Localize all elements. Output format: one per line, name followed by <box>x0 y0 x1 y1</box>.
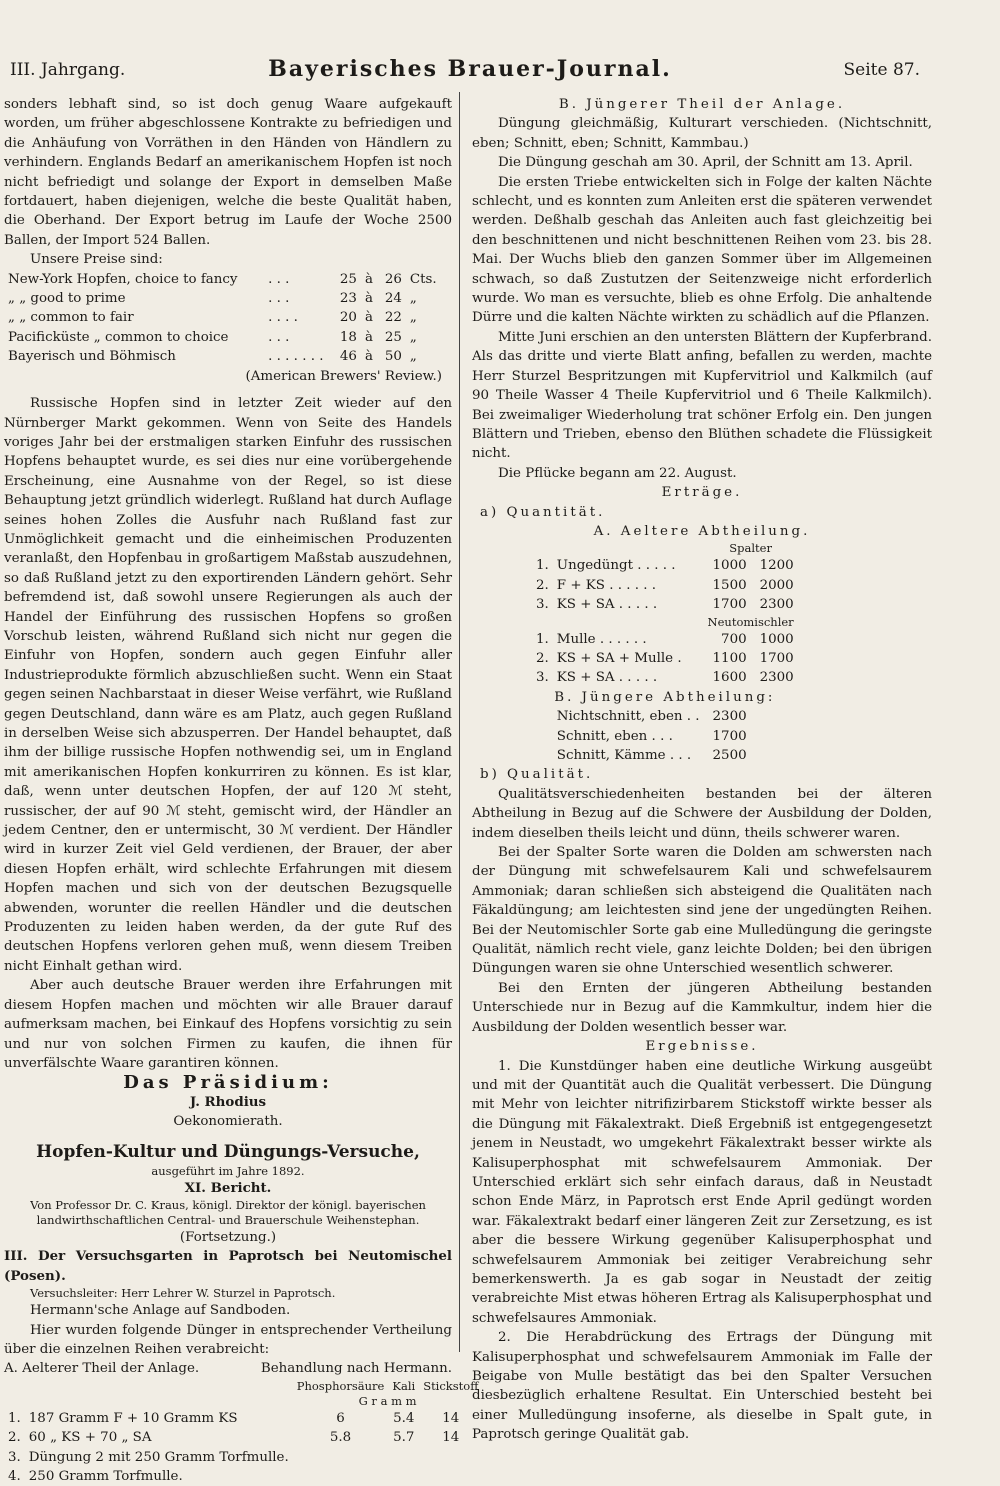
yield-value-1: 1700 <box>712 597 747 613</box>
yield-treatment: Mulle . . . . . . <box>556 631 647 647</box>
page-number: Seite 87. <box>843 60 920 80</box>
yield-treatment: KS + SA + Mulle . <box>556 650 682 666</box>
yield-number: 3. <box>536 670 549 686</box>
quantity-heading: a) Quantität. <box>480 504 606 520</box>
fertilizer-description: 250 Gramm Torfmulle. <box>28 1469 183 1484</box>
prices-title: Unsere Preise sind: <box>30 252 163 268</box>
younger-division-row <box>532 688 798 707</box>
article-title: Hopfen-Kultur und Düngungs-Versuche, <box>36 1141 420 1162</box>
yield-treatment: Ungedüngt . . . . . <box>556 558 676 574</box>
fertilizer-row <box>4 1448 482 1467</box>
price-from: 25 <box>339 271 357 287</box>
fertilizer-potash: 5.7 <box>393 1430 415 1446</box>
price-sep: à <box>364 310 373 326</box>
quality-p1: Qualitätsverschiedenheiten bestanden bei der älteren Abtheilung in Bezug auf die Schwere der Ausbildung der Dolden, indem dieselben theils leicht und dünn, theils schwerer waren. <box>472 786 932 841</box>
yield-treatment: KS + SA . . . . . <box>556 597 658 613</box>
yield-row <box>532 649 798 668</box>
price-unit: „ <box>409 291 417 307</box>
fertilizer-potash <box>388 1448 419 1467</box>
fertilizer-phosphoric <box>293 1467 389 1486</box>
report-number: XI. Bericht. <box>184 1179 272 1196</box>
yield-table <box>532 541 798 765</box>
fertilizer-number: 1. <box>8 1410 21 1426</box>
yield-row <box>532 630 798 649</box>
price-row <box>4 289 444 308</box>
older-part-heading: A. Aelterer Theil der Anlage. <box>4 1361 200 1377</box>
yield-number: 3. <box>536 597 549 613</box>
yield-treatment: Schnitt, eben . . . <box>556 728 673 744</box>
fertilizer-nitrogen: 14 <box>442 1430 460 1446</box>
praesidium-heading: Das Präsidium: <box>123 1072 333 1094</box>
fertilizer-phosphoric <box>293 1448 389 1467</box>
yield-number: 2. <box>536 650 549 666</box>
price-sep: à <box>364 271 373 287</box>
results-p2: 2. Die Herabdrückung des Ertrags der Düngung mit Kalisuperphosphat und schwefelsaurem Ammoniak im Falle der Beigabe von Mulle bestätigt das bei den Spalter Versuchen diesbezüglich erhaltene Resultat. Ein Unterschied besteht bei einer Mulledüngung insoferne, als dieselbe in Spalt gute, in Paprotsch geringe Qualität gab. <box>472 1330 932 1443</box>
yield-value-1: 1500 <box>712 577 747 593</box>
price-to: 26 <box>384 271 402 287</box>
yield-row <box>532 746 798 765</box>
fertilizer-phosphoric: 6 <box>336 1410 345 1426</box>
yield-value-2: 2000 <box>759 577 794 593</box>
fertilizer-row <box>4 1467 482 1486</box>
fertilizer-phosphoric: 5.8 <box>329 1430 352 1446</box>
price-from: 46 <box>339 349 357 365</box>
yield-row <box>532 668 798 687</box>
price-dots: . . . . . . . <box>268 349 324 365</box>
yield-value-2: 1000 <box>759 631 794 647</box>
price-to: 24 <box>384 291 402 307</box>
fertilizer-unit-row <box>4 1394 482 1409</box>
younger-part-p5: Die Pflücke begann am 22. August. <box>498 465 737 481</box>
quality-p2: Bei der Spalter Sorte waren die Dolden am schwersten nach der Düngung mit schwefelsaurem Kali und schwefelsaurem Ammoniak; daran schließen sich absteigend die Qualitäten nach Fäkaldüngung; am leichtesten sind jene der ungedüngten Reihen. Bei der Neutomischler Sorte gab eine Mulledüngung die geringste Qualität, nämlich recht viele, ganz leichte Dolden; bei den übrigen Düngungen waren sie ohne Unterschied wesentlich schwerer. <box>472 845 932 977</box>
source-citation: (American Brewers' Review.) <box>245 368 442 384</box>
fertilizer-row <box>4 1409 482 1428</box>
quality-p3: Bei den Ernten der jüngeren Abtheilung bestanden Unterschiede nur in Bezug auf die Kammkultur, indem hier die Ausbildung der Dolden wesentlich besser war. <box>472 980 932 1035</box>
col-phosphoric: Phosphorsäure <box>296 1378 385 1393</box>
younger-part-p1: Düngung gleichmäßig, Kulturart verschieden. (Nichtschnitt, eben; Schnitt, eben; Schnitt, Kammbau.) <box>472 116 932 151</box>
column-divider <box>459 92 460 1352</box>
yield-value-2: 1200 <box>759 558 794 574</box>
neutomischler-variety <box>532 615 798 630</box>
price-dots: . . . <box>268 291 290 307</box>
journal-title: Bayerisches Brauer-Journal. <box>268 56 672 82</box>
yield-row <box>532 727 798 746</box>
price-from: 18 <box>339 329 357 345</box>
volume-label: III. Jahrgang. <box>10 60 126 80</box>
warning-paragraph: Aber auch deutsche Brauer werden ihre Erfahrungen mit diesem Hopfen machen und möchten wir alle Brauer darauf aufmerksam machen, bei Einkauf des Hopfens vorsichtig zu sein und nur von solchen Firmen zu kaufen, die ihnen für unverfälschte Waare garantiren können. <box>4 978 452 1071</box>
fertilizer-potash <box>388 1467 419 1486</box>
price-unit: „ <box>409 349 417 365</box>
yield-number: 1. <box>536 558 549 574</box>
price-sep: à <box>364 291 373 307</box>
results-p1: 1. Die Kunstdünger haben eine deutliche Wirkung ausgeübt und mit der Quantität auch die Qualität verbessert. Die Düngung mit Mehr von leichter nitrifizirbarem Stickstoff wirkte besser als die Düngung mit Fäkalextrakt. Dieß Ergebniß ist entgegengesetzt jenem in Neustadt, wo umgekehrt Fäkalextrakt besser wirkte als Kalisuperphosphat mit schwefelsaurem Ammoniak. Der Unterschied erklärt sich sehr einfach daraus, daß in Neustadt schon Ende März, in Paprotsch erst Ende April gedüngt worden war. Fäkalextrakt bedarf einer längeren Zeit zur Zersetzung, es ist aber die bessere Wirkung gegenüber Kalisuperphosphat und schwefelsaurem Ammoniak bei zeitiger Verabreichung sehr bemerkenswerth. Ja es gab sogar in Neustadt der zeitig verabreichte Mist etwas höheren Ertrag als Kalisuperphosphat und schwefelsaures Ammoniak. <box>472 1058 932 1326</box>
price-dots: . . . <box>268 329 290 345</box>
fertilizer-table <box>4 1379 482 1486</box>
fertilizer-description: Düngung 2 mit 250 Gramm Torfmulle. <box>28 1449 289 1465</box>
results-heading: Ergebnisse. <box>645 1039 759 1055</box>
fertilizer-description: 187 Gramm F + 10 Gramm KS <box>28 1410 238 1426</box>
price-to: 50 <box>384 349 402 365</box>
article-subtitle: ausgeführt im Jahre 1892. <box>151 1163 305 1178</box>
section-heading: III. Der Versuchsgarten in Paprotsch bei Neutomischel (Posen). <box>4 1248 452 1284</box>
price-row <box>4 308 444 327</box>
spalter-variety <box>532 541 798 556</box>
price-row <box>4 270 444 289</box>
signer-name: J. Rhodius <box>189 1093 267 1110</box>
fertilizer-row <box>4 1428 482 1447</box>
price-row <box>4 347 444 366</box>
yield-row <box>532 595 798 614</box>
younger-part-p2: Die Düngung geschah am 30. April, der Schnitt am 13. April. <box>498 155 913 171</box>
yield-row <box>532 576 798 595</box>
fertilizer-number: 4. <box>8 1469 21 1484</box>
price-unit: „ <box>409 310 417 326</box>
price-to: 25 <box>384 329 402 345</box>
fertilizer-intro: Hier wurden folgende Dünger in entsprechender Vertheilung über die einzelnen Reihen verabreicht: <box>4 1322 452 1357</box>
page-header <box>0 50 1000 90</box>
yields-heading: Erträge. <box>661 485 743 501</box>
yield-value-1: 1100 <box>712 650 747 666</box>
fertilizer-header-row <box>4 1379 482 1394</box>
yield-value-1: 1700 <box>712 728 747 744</box>
fertilizer-nitrogen <box>419 1448 482 1467</box>
yield-row <box>532 707 798 726</box>
price-origin: Pacificküste „ common to choice <box>8 329 229 345</box>
price-table <box>4 270 444 367</box>
price-to: 22 <box>384 310 402 326</box>
experiment-leader: Versuchsleiter: Herr Lehrer W. Sturzel in Paprotsch. <box>30 1286 336 1301</box>
younger-division-heading: B. Jüngere Abtheilung: <box>554 689 776 705</box>
fertilizer-potash: 5.4 <box>393 1410 415 1426</box>
yield-value-2: 2300 <box>759 670 794 686</box>
yield-number: 1. <box>536 631 549 647</box>
younger-part-p3: Die ersten Triebe entwickelten sich in Folge der kalten Nächte schlecht, und es konnten zum Anleiten erst die späteren verwendet werden. Deßhalb geschah das Anleiten auch fast gleichzeitig bei den beschnittenen und nicht beschnittenen Reihen vom 23. bis 28. Mai. Der Wuchs blieb den ganzen Sommer über im Allgemeinen schwach, so daß Zustutzen der Seitenzweige nicht erforderlich wurde. Wo man es versuchte, blieb es ohne Erfolg. Die anhaltende Dürre und die kalten Nächte wirkten zu schädlich auf die Pflanzen. <box>472 174 932 326</box>
right-column <box>472 95 932 1445</box>
yield-value-1: 1000 <box>712 558 747 574</box>
price-dots: . . . . <box>268 310 298 326</box>
yield-value-1: 1600 <box>712 670 747 686</box>
yield-treatment: F + KS . . . . . . <box>556 577 657 593</box>
yield-treatment: Schnitt, Kämme . . . <box>556 748 692 763</box>
younger-part-heading: B. Jüngerer Theil der Anlage. <box>558 97 846 112</box>
variety-note: Hermann'sche Anlage auf Sandboden. <box>30 1303 291 1319</box>
price-origin: New-York Hopfen, choice to fancy <box>8 271 238 287</box>
continued-note: (Fortsetzung.) <box>179 1229 277 1245</box>
younger-part-p4: Mitte Juni erschien an den untersten Blättern der Kupferbrand. Als das dritte und vierte Blatt anfing, befallen zu werden, machte Herr Sturzel Bespritzungen mit Kupfervitriol und Kalkmilch (auf 90 Theile Wasser 4 Theile Kupfervitriol und 6 Theile Kalkmilch). Bei zweimaliger Wiederholung trat schöner Erfolg ein. Den jungen Blättern und Trieben, ebenso den Blüthen schadete die Flüssigkeit nicht. <box>472 329 932 462</box>
article-author: Von Professor Dr. C. Kraus, königl. Direktor der königl. bayerischen landwirthschaftlichen Central- und Brauerschule Weihenstephan. <box>30 1197 426 1227</box>
older-division-heading: A. Aeltere Abtheilung. <box>593 523 811 539</box>
unit-gramm: G r a m m <box>358 1393 417 1408</box>
price-row <box>4 328 444 347</box>
treatment-label: Behandlung nach Hermann. <box>260 1361 452 1377</box>
signer-title: Oekonomierath. <box>173 1114 283 1130</box>
fertilizer-number: 2. <box>8 1430 21 1446</box>
price-origin: „ „ common to fair <box>8 310 134 326</box>
yield-row <box>532 556 798 575</box>
fertilizer-number: 3. <box>8 1449 21 1465</box>
col-potash: Kali <box>392 1378 416 1393</box>
fertilizer-description: 60 „ KS + 70 „ SA <box>28 1430 152 1446</box>
price-unit: Cts. <box>409 271 437 287</box>
older-part-line <box>4 1359 452 1378</box>
neutomischler-variety-label: Neutomischler <box>707 614 794 629</box>
price-unit: „ <box>409 329 417 345</box>
price-from: 23 <box>339 291 357 307</box>
yield-number: 2. <box>536 577 549 593</box>
yield-value-2: 1700 <box>759 650 794 666</box>
price-sep: à <box>364 349 373 365</box>
price-origin: „ „ good to prime <box>8 291 126 307</box>
col-nitrogen: Stickstoff <box>423 1378 479 1393</box>
yield-value-1: 2300 <box>712 709 747 725</box>
fertilizer-nitrogen: 14 <box>442 1410 460 1426</box>
yield-treatment: Nichtschnitt, eben . . <box>556 709 700 725</box>
spalter-variety-label: Spalter <box>729 541 772 556</box>
quality-heading: b) Qualität. <box>480 767 594 783</box>
market-paragraph: sonders lebhaft sind, so ist doch genug Waare aufgekauft worden, um früher abgeschlossene Kontrakte zu befriedigen und die Anhäufung von Vorräthen in den Händen von Händlern zu verhindern. Englands Bedarf an amerikanischem Hopfen ist noch nicht befriedigt und solange der Export in demselben Maße fortdauert, haben diejenigen, welche die beste Qualität haben, die Oberhand. Der Export betrug im Laufe der Woche 2500 Ballen, der Import 524 Ballen. <box>4 97 452 248</box>
yield-value-1: 700 <box>721 631 747 647</box>
fertilizer-nitrogen <box>419 1467 482 1486</box>
yield-value-2: 2300 <box>759 597 794 613</box>
price-from: 20 <box>339 310 357 326</box>
price-sep: à <box>364 329 373 345</box>
left-column <box>4 95 479 1486</box>
yield-value-1: 2500 <box>712 748 747 763</box>
yield-treatment: KS + SA . . . . . <box>556 670 658 686</box>
price-dots: . . . <box>268 271 290 287</box>
price-origin: Bayerisch und Böhmisch <box>8 349 176 365</box>
russian-hops-paragraph: Russische Hopfen sind in letzter Zeit wieder auf den Nürnberger Markt gekommen. Wenn von Seite des Handels voriges Jahr bei der erstmaligen starken Einfuhr des russischen Hopfens behauptet wurde, es sei dies nur eine vorübergehende Erscheinung, eine Ausnahme von der Regel, so ist diese Behauptung jetzt gründlich widerlegt. Rußland hat durch Auflage seines hohen Zolles die Ausfuhr nach Rußland fast zur Unmöglichkeit gemacht und die einheimischen Produzenten veranlaßt, den Hopfenbau in großartigem Maßstab auszudehnen, so daß Rußland jetzt zu den exportirenden Ländern gehört. Sehr befremdend ist, daß sowohl unsere Regierungen als auch der Handel der Einführung des russischen Hopfens so großen Vorschub leisten, während Rußland sich nicht nur gegen die Einfuhr von Hopfen, sondern auch gegen Einfuhr aller Industrieprodukte förmlich abzuschließen sucht. Wenn ein Staat gegen seinen Nachbarstaat in dieser Weise verfährt, wie Rußland gegen Deutschland, dann wäre es am Platz, auch gegen Rußland in derselben Weise sich abzusperren. Der Handel behauptet, daß ihm der billige russische Hopfen nothwendig sei, um in England mit amerikanischen Hopfen konkurriren zu können. Es ist klar, daß, wenn unter deutschen Hopfen, der auf 120 ℳ steht, russischer, der auf 90 ℳ steht, gemischt wird, der Händler an jedem Centner, den er untermischt, 30 ℳ verdient. Der Händler wird in kurzer Zeit viel Geld verdienen, der Brauer, der aber diesen Hopfen erhält, wird schlechte Erfahrungen mit diesem Hopfen machen und sich von der deutschen Bezugsquelle abwenden, worunter die reellen Händler und die deutschen Produzenten zu leiden haben werden, da der gute Ruf des deutschen Hopfens verloren gehen muß, wenn diesem Treiben nicht Einhalt gethan wird. <box>4 396 452 974</box>
